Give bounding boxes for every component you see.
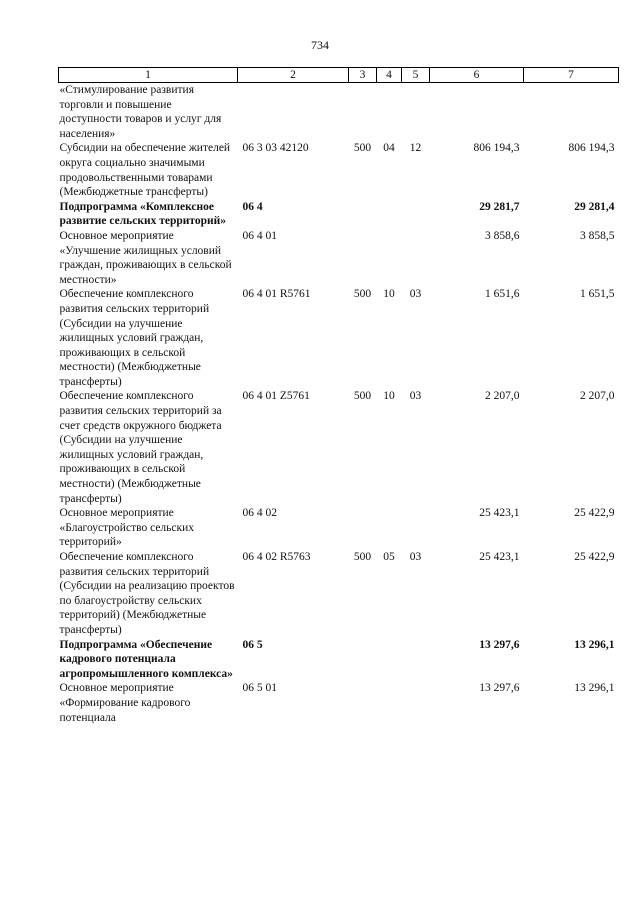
row-amount-plan: 806 194,3 <box>473 142 520 155</box>
column-header-1: 1 <box>59 68 238 83</box>
row-amount-actual: 13 296,1 <box>574 638 615 651</box>
row-amount-plan: 13 297,6 <box>479 682 520 695</box>
row-amount-actual: 13 296,1 <box>574 682 615 695</box>
row-subsection <box>402 638 430 682</box>
row-name: Подпрограмма «Комплексное развитие сельских территорий» <box>59 200 227 228</box>
row-expense-type: 500 <box>353 288 372 301</box>
row-name: Подпрограмма «Обеспечение кадрового потенциала агропромышленного комплекса» <box>59 638 233 680</box>
row-amount-plan: 2 207,0 <box>485 390 520 403</box>
column-header-7: 7 <box>524 68 619 83</box>
row-amount-plan: 1 651,6 <box>485 288 520 301</box>
table-header <box>59 68 619 83</box>
row-subsection <box>402 681 430 725</box>
table-row <box>59 389 619 506</box>
row-amount-actual: 2 207,0 <box>580 390 615 403</box>
row-section <box>377 229 402 287</box>
row-name: Основное мероприятие «Улучшение жилищных условий граждан, проживающих в сельской местности» <box>59 229 232 286</box>
row-subsection <box>402 200 430 229</box>
table-row <box>59 141 619 199</box>
row-section <box>377 506 402 550</box>
row-amount-plan: 13 297,6 <box>479 638 520 651</box>
table-row-subprogram <box>59 200 619 229</box>
row-target-code: 06 4 01 <box>242 229 277 242</box>
row-amount-actual: 1 651,5 <box>580 288 615 301</box>
row-name: Основное мероприятие «Благоустройство сельских территорий» <box>59 507 194 549</box>
table-row <box>59 83 619 142</box>
row-subsection <box>402 229 430 287</box>
row-subsection: 03 <box>409 390 422 403</box>
row-expense-type <box>349 83 377 142</box>
row-target-code <box>238 83 349 142</box>
row-amount-actual: 25 422,9 <box>574 507 615 520</box>
row-name: Основное мероприятие «Формирование кадрового потенциала <box>59 682 191 724</box>
row-name: Субсидии на обеспечение жителей округа социально значимыми продовольственными товарами (Межбюджетные трансферты) <box>59 142 231 199</box>
row-subsection: 03 <box>409 288 422 301</box>
row-subsection: 12 <box>409 142 422 155</box>
row-section <box>377 638 402 682</box>
row-target-code: 06 3 03 42120 <box>242 142 309 155</box>
row-expense-type <box>349 506 377 550</box>
row-target-code: 06 5 01 <box>242 682 277 695</box>
column-header-5: 5 <box>402 68 430 83</box>
row-section: 10 <box>383 288 395 301</box>
row-name: Обеспечение комплексного развития сельских территорий за счет средств окружного бюджета (Субсидии на улучшение жилищных условий граждан, проживающих в сельской местности) (Межбюджетные трансферты) <box>59 390 222 505</box>
column-header-2: 2 <box>238 68 349 83</box>
row-expense-type: 500 <box>353 551 372 563</box>
row-name: «Стимулирование развития торговли и повышение доступности товаров и услуг для населения» <box>59 84 222 140</box>
budget-table <box>58 67 619 725</box>
row-target-code: 06 4 <box>242 200 263 213</box>
row-subsection <box>402 83 430 142</box>
row-amount-plan: 25 423,1 <box>479 507 520 520</box>
row-target-code: 06 4 02 <box>242 507 277 520</box>
row-amount-plan <box>430 83 524 142</box>
row-amount-plan: 25 423,1 <box>479 551 520 563</box>
column-header-3: 3 <box>349 68 377 83</box>
row-section: 10 <box>383 390 395 403</box>
row-target-code: 06 5 <box>242 638 263 651</box>
row-section: 04 <box>383 142 395 155</box>
row-expense-type <box>349 229 377 287</box>
row-expense-type <box>349 681 377 725</box>
column-header-6: 6 <box>430 68 524 83</box>
row-amount-plan: 3 858,6 <box>485 229 520 242</box>
row-expense-type <box>349 638 377 682</box>
row-amount-actual: 806 194,3 <box>568 142 615 155</box>
table-row <box>59 681 619 725</box>
table-row <box>59 287 619 389</box>
table-row <box>59 550 619 638</box>
row-expense-type: 500 <box>353 390 372 403</box>
column-header-4: 4 <box>377 68 402 83</box>
row-section <box>377 200 402 229</box>
table-row-subprogram <box>59 638 619 682</box>
row-target-code: 06 4 01 R5761 <box>242 288 311 301</box>
row-expense-type: 500 <box>353 142 372 155</box>
row-amount-actual <box>524 83 619 142</box>
row-expense-type <box>349 200 377 229</box>
table-row <box>59 506 619 550</box>
page-number: 734 <box>311 38 329 52</box>
row-subsection: 03 <box>409 551 422 563</box>
row-target-code: 06 4 01 Z5761 <box>242 390 310 403</box>
table-body <box>59 83 619 726</box>
row-name: Обеспечение комплексного развития сельских территорий (Субсидии на улучшение жилищных условий граждан, проживающих в сельской местности) (Межбюджетные трансферты) <box>59 288 210 388</box>
row-name: Обеспечение комплексного развития сельских территорий (Субсидии на реализацию проектов по благоустройству сельских территорий) (Межбюджетные трансферты) <box>59 551 235 636</box>
row-amount-plan: 29 281,7 <box>479 200 520 213</box>
row-subsection <box>402 506 430 550</box>
row-amount-actual: 3 858,5 <box>580 229 615 242</box>
row-section <box>377 83 402 142</box>
row-amount-actual: 29 281,4 <box>574 200 615 213</box>
row-amount-actual: 25 422,9 <box>574 551 615 563</box>
row-target-code: 06 4 02 R5763 <box>242 551 311 563</box>
row-section: 05 <box>383 551 395 563</box>
row-section <box>377 681 402 725</box>
table-row <box>59 229 619 287</box>
